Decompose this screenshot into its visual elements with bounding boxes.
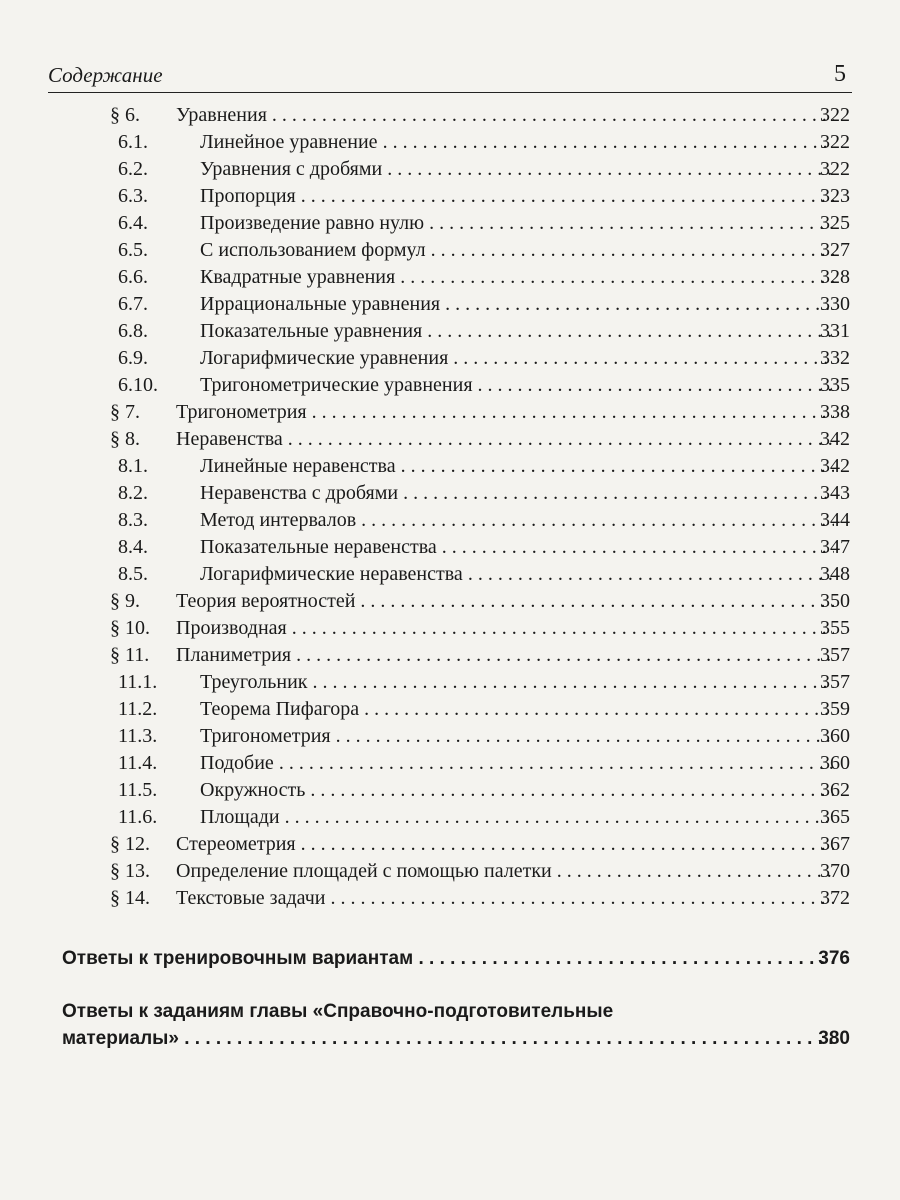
entry-number: § 10. — [110, 617, 150, 639]
toc-entry-section — [0, 615, 900, 642]
entry-title: Пропорция . . . — [200, 183, 834, 210]
entry-page: 355 — [820, 617, 850, 639]
toc-entry-subsection — [0, 156, 900, 183]
toc-entry-subsection — [0, 750, 900, 777]
entry-page: 343 — [820, 482, 850, 504]
toc-entry-subsection — [0, 561, 900, 588]
entry-number: 11.5. — [118, 779, 158, 801]
entry-title: Тригонометрия . . . — [200, 723, 834, 750]
toc-entry-subsection — [0, 669, 900, 696]
entry-title: Треугольник . . . — [200, 669, 834, 696]
entry-title-line2: материалы» . . . — [62, 1025, 834, 1052]
entry-title: Неравенства с дробями . . . — [200, 480, 834, 507]
toc-entry-subsection — [0, 372, 900, 399]
entry-number: 8.5. — [118, 563, 148, 585]
entry-title: Показательные уравнения . . . — [200, 318, 834, 345]
entry-page: 327 — [820, 239, 850, 261]
entry-page: 325 — [820, 212, 850, 234]
entry-number: 11.3. — [118, 725, 158, 747]
entry-page: 365 — [820, 806, 850, 828]
entry-number: § 6. — [110, 104, 140, 126]
toc-entry-subsection — [0, 318, 900, 345]
entry-title: Уравнения с дробями . . . — [200, 156, 834, 183]
entry-title: Квадратные уравнения . . . — [200, 264, 834, 291]
entry-title-line1: Ответы к заданиям главы «Справочно-подготовительные — [62, 1001, 614, 1022]
entry-page: 362 — [820, 779, 850, 801]
entry-page: 342 — [820, 428, 850, 450]
toc-entry-subsection — [0, 696, 900, 723]
entry-number: 6.10. — [118, 374, 158, 396]
toc-entry-section — [0, 426, 900, 453]
entry-title: Площади . . . — [200, 804, 834, 831]
entry-page: 370 — [820, 860, 850, 882]
page-header — [48, 58, 852, 93]
entry-number: 11.4. — [118, 752, 158, 774]
entry-page: 323 — [820, 185, 850, 207]
toc-entry-answers-training — [0, 945, 900, 972]
entry-page: 322 — [820, 131, 850, 153]
entry-title: Неравенства . . . — [176, 426, 834, 453]
toc-entry-subsection — [0, 345, 900, 372]
entry-number: 8.3. — [118, 509, 148, 531]
entry-title: Произведение равно нулю . . . — [200, 210, 834, 237]
entry-number: § 7. — [110, 401, 140, 423]
toc-entry-answers-chapter-line1 — [0, 998, 900, 1025]
entry-number: 6.3. — [118, 185, 148, 207]
toc-entry-answers-chapter-line2 — [0, 1025, 900, 1052]
toc-entry-subsection — [0, 210, 900, 237]
entry-title: С использованием формул . . . — [200, 237, 834, 264]
entry-page: 335 — [820, 374, 850, 396]
entry-title: Стереометрия . . . — [176, 831, 834, 858]
page-number: 5 — [834, 61, 846, 87]
entry-page: 360 — [820, 725, 850, 747]
toc-entry-subsection — [0, 129, 900, 156]
entry-number: 6.4. — [118, 212, 148, 234]
toc-entry-section — [0, 399, 900, 426]
entry-number: 11.2. — [118, 698, 158, 720]
toc-entry-subsection — [0, 291, 900, 318]
entry-title: Текстовые задачи . . . — [176, 885, 834, 912]
entry-title: Логарифмические неравенства . . . — [200, 561, 834, 588]
entry-page: 338 — [820, 401, 850, 423]
entry-title: Логарифмические уравнения . . . — [200, 345, 834, 372]
entry-page: 360 — [820, 752, 850, 774]
entry-number: § 11. — [110, 644, 150, 666]
entry-title: Планиметрия . . . — [176, 642, 834, 669]
entry-title: Тригонометрические уравнения . . . — [200, 372, 834, 399]
entry-page: 331 — [820, 320, 850, 342]
entry-page: 347 — [820, 536, 850, 558]
entry-page: 344 — [820, 509, 850, 531]
entry-title: Линейные неравенства . . . — [200, 453, 834, 480]
entry-number: 6.8. — [118, 320, 148, 342]
toc-entry-subsection — [0, 777, 900, 804]
entry-title: Окружность . . . — [200, 777, 834, 804]
entry-page: 357 — [820, 644, 850, 666]
entry-number: § 12. — [110, 833, 150, 855]
toc-entry-subsection — [0, 723, 900, 750]
entry-title: Определение площадей с помощью палетки . . . — [176, 858, 834, 885]
toc-entry-subsection — [0, 804, 900, 831]
entry-page: 359 — [820, 698, 850, 720]
entry-number: 6.5. — [118, 239, 148, 261]
entry-title: Показательные неравенства . . . — [200, 534, 834, 561]
entry-title: Теорема Пифагора . . . — [200, 696, 834, 723]
toc-entry-subsection — [0, 237, 900, 264]
entry-number: 6.9. — [118, 347, 148, 369]
entry-title: Подобие . . . — [200, 750, 834, 777]
entry-number: 11.1. — [118, 671, 158, 693]
entry-number: 11.6. — [118, 806, 158, 828]
entry-page: 348 — [820, 563, 850, 585]
entry-number: 6.6. — [118, 266, 148, 288]
entry-page: 367 — [820, 833, 850, 855]
entry-number: § 13. — [110, 860, 150, 882]
entry-page: 330 — [820, 293, 850, 315]
entry-number: 8.2. — [118, 482, 148, 504]
entry-page: 350 — [820, 590, 850, 612]
entry-title: Метод интервалов . . . — [200, 507, 834, 534]
toc-entry-section — [0, 885, 900, 912]
toc-entry-subsection — [0, 453, 900, 480]
entry-page: 322 — [820, 158, 850, 180]
toc-entry-subsection — [0, 480, 900, 507]
entry-title: Иррациональные уравнения . . . — [200, 291, 834, 318]
entry-title: Уравнения . . . — [176, 102, 834, 129]
entry-page: 380 — [818, 1028, 850, 1049]
entry-title: Теория вероятностей . . . — [176, 588, 834, 615]
entry-page: 342 — [820, 455, 850, 477]
toc-entry-subsection — [0, 264, 900, 291]
entry-number: § 14. — [110, 887, 150, 909]
entry-number: § 8. — [110, 428, 140, 450]
entry-number: 6.7. — [118, 293, 148, 315]
entry-page: 357 — [820, 671, 850, 693]
entry-title: Производная . . . — [176, 615, 834, 642]
toc-entry-section — [0, 102, 900, 129]
toc-entry-subsection — [0, 183, 900, 210]
entry-number: 8.1. — [118, 455, 148, 477]
toc-entry-subsection — [0, 507, 900, 534]
entry-page: 322 — [820, 104, 850, 126]
entry-title: Ответы к тренировочным вариантам . . . — [62, 945, 834, 972]
entry-number: 6.1. — [118, 131, 148, 153]
entry-page: 376 — [818, 948, 850, 969]
entry-page: 372 — [820, 887, 850, 909]
entry-number: 8.4. — [118, 536, 148, 558]
running-title: Содержание — [48, 63, 163, 87]
entry-number: 6.2. — [118, 158, 148, 180]
toc-entry-section — [0, 588, 900, 615]
entry-number: § 9. — [110, 590, 140, 612]
toc-entry-section — [0, 831, 900, 858]
toc-entry-section — [0, 858, 900, 885]
entry-title: Тригонометрия . . . — [176, 399, 834, 426]
entry-title: Линейное уравнение . . . — [200, 129, 834, 156]
toc-entry-section — [0, 642, 900, 669]
toc-entry-subsection — [0, 534, 900, 561]
entry-page: 328 — [820, 266, 850, 288]
entry-page: 332 — [820, 347, 850, 369]
